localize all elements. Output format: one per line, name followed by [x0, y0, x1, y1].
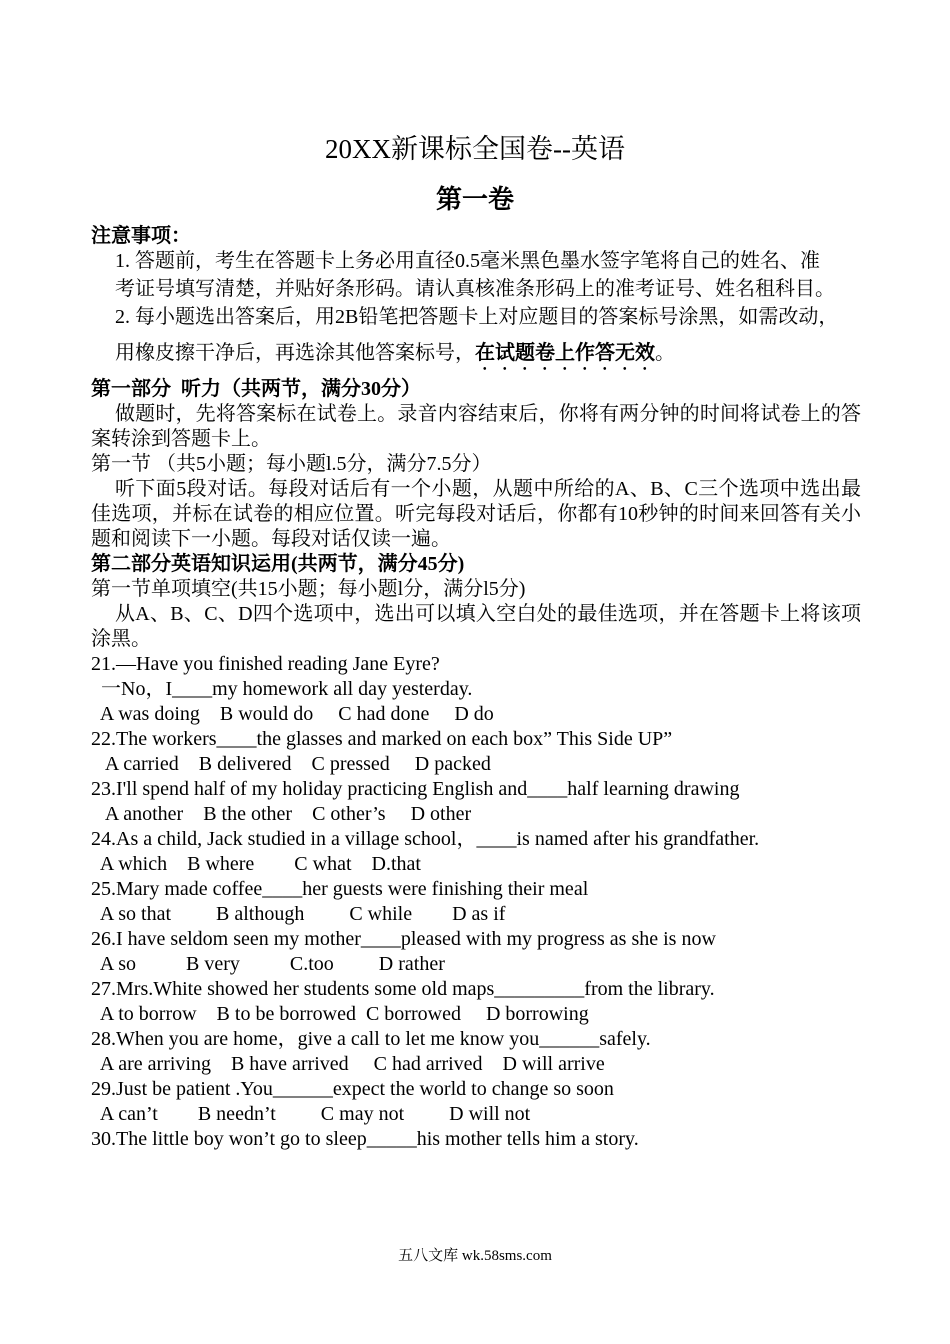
question-stem: 26.I have seldom seen my mother____pleased with my progress as she is now — [91, 928, 716, 950]
question-stem: 24.As a child, Jack studied in a village school，____is named after his grandfather. — [91, 828, 760, 850]
question-options: A which B where C what D.that — [91, 853, 421, 875]
question-options: A to borrow B to be borrowed C borrowed D borrowing — [91, 1003, 589, 1025]
notice-item-2b-end: 。 — [655, 342, 675, 364]
question-options: A can’t B needn’t C may not D will not — [91, 1103, 531, 1125]
question-options: A are arriving B have arrived C had arrived D will arrive — [91, 1053, 605, 1075]
question-stem: 23.I'll spend half of my holiday practicing English and____half learning drawing — [91, 778, 740, 800]
question-stem-2: 一No，I____my homework all day yesterday. — [91, 678, 473, 700]
question-options: A another B the other C other’s D other — [91, 803, 472, 825]
part1-section1-title: 第一节 （共5小题；每小题l.5分，满分7.5分） — [91, 453, 492, 475]
question-stem: 30.The little boy won’t go to sleep_____his mother tells him a story. — [91, 1128, 639, 1150]
exam-subtitle: 第一卷 — [435, 185, 514, 214]
question-options: A so that B although C while D as if — [91, 903, 506, 925]
question-stem: 25.Mary made coffee____her guests were finishing their meal — [91, 878, 589, 900]
part2-section1-intro: 从A、B、C、D四个选项中，选出可以填入空白处的最佳选项，并在答题卡上将该项涂黑。 — [91, 603, 861, 650]
question-stem: 27.Mrs.White showed her students some old maps_________from the library. — [91, 978, 715, 1000]
notice-emphasis: 在试题卷上作答无效 — [475, 342, 655, 364]
notice-item-2b-text: 用橡皮擦干净后，再选涂其他答案标号， — [115, 342, 475, 364]
part1-section1-intro: 听下面5段对话。每段对话后有一个小题，从题中所给的A、B、C三个选项中选出最佳选项，并标在试卷的相应位置。听完每段对话后，你都有10秒钟的时间来回答有关小题和阅读下一小题。每段对话仅读一遍。 — [91, 478, 861, 550]
notice-item-2b — [91, 341, 861, 366]
notice-heading: 注意事项： — [91, 225, 191, 247]
part2-section1-title: 第一节单项填空(共15小题；每小题l分，满分l5分) — [91, 578, 526, 600]
notice-item-2a: 2. 每小题选出答案后，用2B铅笔把答题卡上对应题目的答案标号涂黑，如需改动， — [115, 306, 839, 328]
part2-heading: 第二部分英语知识运用(共两节，满分45分) — [91, 553, 465, 575]
notice-item-1b: 考证号填写清楚，并贴好条形码。请认真核准条形码上的准考证号、姓名租科目。 — [115, 278, 835, 300]
notice-item-1a: 1. 答题前，考生在答题卡上务必用直径0.5毫米黑色墨水签字笔将自己的姓名、准 — [115, 250, 820, 272]
question-stem: 29.Just be patient .You______expect the world to change so soon — [91, 1078, 614, 1100]
question-options: A carried B delivered C pressed D packed — [91, 753, 491, 775]
exam-content — [91, 224, 861, 1152]
part1-heading: 第一部分 听力（共两节，满分30分） — [91, 378, 421, 400]
question-options: A was doing B would do C had done D do — [91, 703, 494, 725]
question-options: A so B very C.too D rather — [91, 953, 445, 975]
question-stem: 22.The workers____the glasses and marked on each box” This Side UP” — [91, 728, 673, 750]
exam-title: 20XX新课标全国卷--英语 — [325, 134, 625, 164]
question-stem: 21.—Have you finished reading Jane Eyre? — [91, 653, 440, 675]
question-stem: 28.When you are home，give a call to let me know you______safely. — [91, 1028, 651, 1050]
part1-intro: 做题时，先将答案标在试卷上。录音内容结束后，你将有两分钟的时间将试卷上的答案转涂到答题卡上。 — [91, 403, 861, 450]
page-footer: 五八文库 wk.58sms.com — [398, 1248, 552, 1264]
